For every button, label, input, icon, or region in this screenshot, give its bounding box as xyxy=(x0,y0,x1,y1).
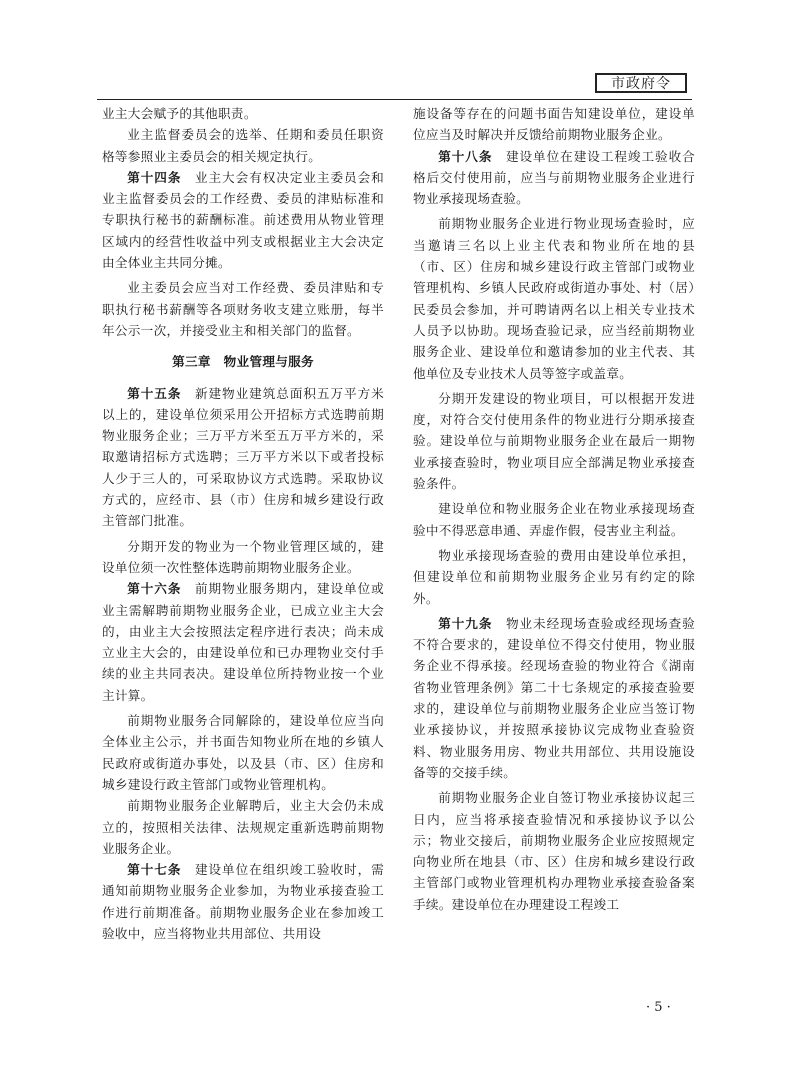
article-paragraph xyxy=(413,613,695,783)
article-paragraph xyxy=(413,146,695,210)
article-number: 第十六条 xyxy=(127,581,182,597)
paragraph: 前期物业服务企业解聘后，业主大会仍未成立的，按照相关法律、法规规定重新选聘前期物业服务企业。 xyxy=(102,798,384,856)
paragraph: 建设单位和物业服务企业在物业承接现场查验中不得恶意串通、弄虚作假，侵害业主利益。 xyxy=(413,501,695,538)
paragraph: 前期物业服务企业进行物业现场查验时，应当邀请三名以上业主代表和物业所在地的县（市、区）住房和城乡建设行政主管部门或物业管理机构、乡镇人民政府或街道办事处、村（居）民委员会参加，并可聘请两名以上相关专业技术人员予以协助。现场查验记录，应当经前期物业服务企业、建设单位和邀请参加的业主代表、其他单位及专业技术人员等签字或盖章。 xyxy=(413,216,695,381)
paragraph: 业主大会赋予的其他职责。 xyxy=(102,106,257,121)
article-text: 建设单位在建设工程竣工验收合格后交付使用前，应当与前期物业服务企业进行物业承接现场查验。 xyxy=(413,148,696,207)
page-number: · 5 · xyxy=(646,1000,671,1015)
article-paragraph xyxy=(102,167,384,273)
left-column xyxy=(102,103,384,944)
article-paragraph xyxy=(102,859,384,944)
article-number: 第十五条 xyxy=(127,385,182,401)
article-number: 第十八条 xyxy=(438,148,493,164)
article-text: 业主大会有权决定业主委员会和业主监督委员会的工作经费、委员的津贴标准和专职执行秘书的薪酬标准。前述费用从物业管理区域内的经营性收益中列支或根据业主大会决定由全体业主共同分摊。 xyxy=(102,169,385,271)
paragraph: 分期开发建设的物业项目，可以根据开发进度，对符合交付使用条件的物业进行分期承接查验。建设单位与前期物业服务企业在最后一期物业承接查验时，物业项目应全部满足物业承接查验条件。 xyxy=(413,390,695,492)
article-text: 前期物业服务期内，建设单位或业主需解聘前期物业服务企业，已成立业主大会的，由业主大会按照法定程序进行表决；尚未成立业主大会的，由建设单位和已办理物业交付手续的业主共同表决。建设单位所持物业按一个业主计算。 xyxy=(102,581,385,703)
section-badge: 市政府令 xyxy=(595,73,687,93)
article-paragraph xyxy=(102,383,384,532)
article-number: 第十七条 xyxy=(127,862,182,878)
paragraph: 施设备等存在的问题书面告知建设单位，建设单位应当及时解决并反馈给前期物业服务企业。 xyxy=(413,106,695,143)
article-text: 物业未经现场查验或经现场查验不符合要求的，建设单位不得交付使用，物业服务企业不得承接。经现场查验的物业符合《湖南省物业管理条例》第二十七条规定的承接查验要求的，建设单位与前期物业服务企业应当签订物业承接协议，并按照承接协议完成物业查验资料、物业服务用房、物业共用部位、共用设施设备等的交接手续。 xyxy=(413,615,696,780)
right-column xyxy=(413,103,695,915)
paragraph: 业主监督委员会的选举、任期和委员任职资格等参照业主委员会的相关规定执行。 xyxy=(102,127,384,164)
article-number: 第十九条 xyxy=(438,615,493,631)
paragraph: 前期物业服务企业自签订物业承接协议起三日内，应当将承接查验情况和承接协议予以公示；物业交接后，前期物业服务企业应按照规定向物业所在地县（市、区）住房和城乡建设行政主管部门或物业管理机构办理物业承接查验备案手续。建设单位在办理建设工程竣工 xyxy=(413,790,695,912)
paragraph: 分期开发的物业为一个物业管理区域的，建设单位须一次性整体选聘前期物业服务企业。 xyxy=(102,538,384,575)
article-text: 新建物业建筑总面积五万平方米以上的，建设单位须采用公开招标方式选聘前期物业服务企业；三万平方米至五万平方米的，采取邀请招标方式选聘；三万平方米以下或者投标人少于三人的，可采取协议方式选聘。采取协议方式的，应经市、县（市）住房和城乡建设行政主管部门批准。 xyxy=(102,385,385,529)
paragraph: 业主委员会应当对工作经费、委员津贴和专职执行秘书薪酬等各项财务收支建立账册，每半年公示一次，并接受业主和相关部门的监督。 xyxy=(102,280,384,338)
paragraph: 前期物业服务合同解除的，建设单位应当向全体业主公示，并书面告知物业所在地的乡镇人民政府或街道办事处，以及县（市、区）住房和城乡建设行政主管部门或物业管理机构。 xyxy=(102,713,384,792)
paragraph: 物业承接现场查验的费用由建设单位承担，但建设单位和前期物业服务企业另有约定的除外。 xyxy=(413,547,695,606)
chapter-heading: 第三章 物业管理与服务 xyxy=(172,354,314,370)
article-paragraph xyxy=(102,578,384,706)
article-number: 第十四条 xyxy=(127,169,182,185)
header-rule xyxy=(97,99,692,100)
article-text: 建设单位在组织竣工验收时，需通知前期物业服务企业参加，为物业承接查验工作进行前期准备。前期物业服务企业在参加竣工验收中，应当将物业共用部位、共用设 xyxy=(102,862,385,941)
